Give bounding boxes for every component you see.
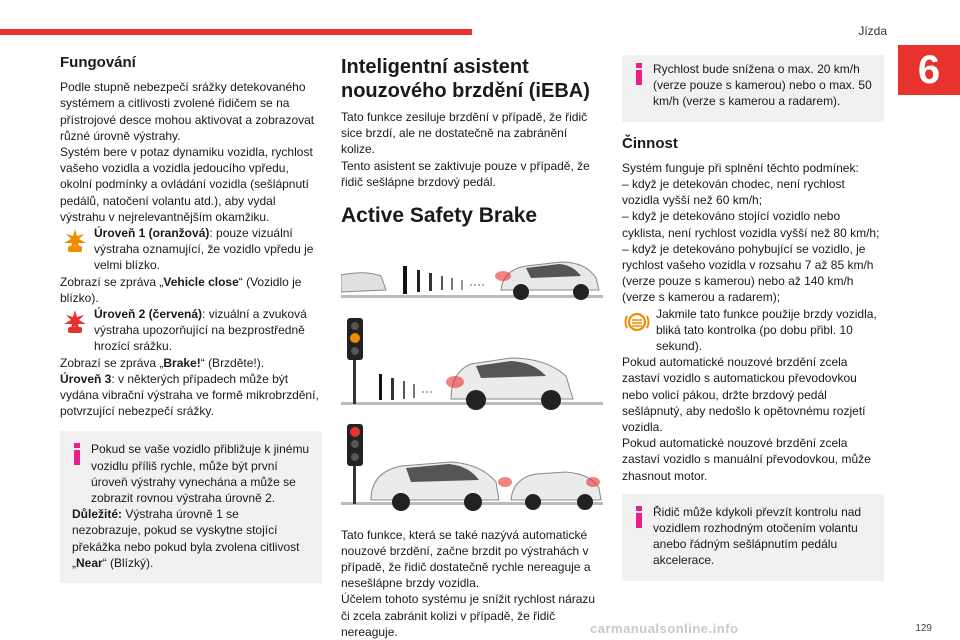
- illustration-car-approach: [341, 240, 603, 306]
- paragraph: Systém funguje při splnění těchto podmínek:: [622, 160, 859, 175]
- paragraph: Účelem tohoto systému je snížit rychlost nárazu či zcela zabránit kolizi v případě, že řidič nereaguje.: [341, 592, 596, 639]
- level-2-label: Úroveň 2 (červená): [94, 307, 203, 322]
- sensitivity-near: Near: [76, 555, 103, 570]
- lamp-text: Jakmile tato funkce použije brzdy vozidla, bliká tato kontrolka (po dobu přibl. 10 sekund).: [656, 306, 877, 354]
- level-1-label: Úroveň 1 (oranžová): [94, 226, 210, 241]
- info-icon: [636, 506, 642, 528]
- paragraph: Systém bere v potaz dynamiku vozidla, rychlost vašeho vozidla a vozidla jedoucího vpředu, okolní podmínky a ovládání vozidla (sešlápnutí pedálů, natočení volantu atd.), aby vydal výstrahu v nejrelevantnějším okamžiku.: [60, 145, 313, 224]
- info-important-label: Důležité:: [72, 507, 123, 522]
- watermark: carmanualsonline.info: [590, 621, 739, 636]
- warning-lamp-note: [622, 306, 884, 355]
- info-box: [622, 55, 884, 122]
- condition-item: – když je detekováno pohybující se vozidlo, je rychlost vašeho vozidla v rozsahu 7 až 85 km/h (verze pouze s kamerou) nebo až 140 km/h (verze s kamerou a radarem);: [622, 241, 874, 305]
- warning-level-1: [60, 225, 322, 274]
- column-2: [341, 55, 603, 640]
- column-1: [60, 55, 322, 583]
- info-icon: [74, 443, 80, 465]
- text: Výstraha úrovně 1 se nezobrazuje, pokud se vyskytne stojící překážka nebo pokud byla zvolena citlivost „: [72, 507, 300, 570]
- page-number: 129: [915, 623, 932, 634]
- text: “ (Brzděte!).: [200, 355, 265, 370]
- text: Zobrazí se zpráva „: [60, 355, 164, 370]
- level-2-text: : vizuální a zvuková výstraha upozorňující na bezprostředně hrozící srážku.: [94, 307, 307, 354]
- level-3-label: Úroveň 3: [60, 371, 112, 386]
- collision-warning-red-icon: [60, 307, 90, 337]
- message-brake: Brake!: [163, 355, 201, 370]
- text: “ (Vozidlo je blízko).: [60, 274, 302, 305]
- section-title: Jízda: [858, 24, 887, 38]
- chapter-number: 6: [898, 45, 960, 95]
- heading-active-safety-brake: Active Safety Brake: [341, 204, 538, 228]
- heading-fungovani: Fungování: [60, 54, 136, 71]
- paragraph: Tato funkce, která se také nazývá automatické nouzové brzdění, začne brzdit po výstrahách v případě, že řidič dostatečně rychle nereaguje a nesešlápne brzdy vozidla.: [341, 527, 591, 591]
- illustration-automatic-braking: [341, 422, 603, 512]
- header-accent-bar: [0, 29, 472, 35]
- condition-item: – když je detekováno stojící vozidlo nebo cyklista, není rychlost vozidla vyšší než 80 km/h;: [622, 209, 880, 240]
- column-3: [622, 55, 884, 581]
- info-text: Řidič může kdykoli převzít kontrolu nad vozidlem rozhodným otočením volantu anebo řádným sešlápnutím pedálu akcelerace.: [653, 504, 862, 568]
- level-3-text: : v některých případech může být vydána vibrační výstraha ve formě mikrobrzdění, potvrzující nebezpečí srážky.: [60, 371, 319, 419]
- heading-cinnost: Činnost: [622, 134, 678, 152]
- paragraph: Podle stupně nebezpečí srážky detekovaného systémem a citlivosti zvolené řidičem se na přístrojové desce mohou aktivovat a zobrazovat různé úrovně výstrahy.: [60, 80, 315, 143]
- info-text: Pokud se vaše vozidlo přibližuje k jinému vozidlu příliš rychle, může být první úroveň výstrahy vynechána a může se zobrazit rovnou výstraha úrovně 2.: [91, 442, 310, 506]
- paragraph: Tento asistent se zaktivuje pouze v případě, že řidič sešlápne brzdový pedál.: [341, 158, 590, 189]
- brake-warning-lamp-icon: [622, 307, 652, 337]
- text: Zobrazí se zpráva „: [60, 274, 164, 289]
- condition-item: – když je detekován chodec, není rychlost vozidla vyšší než 60 km/h;: [622, 177, 845, 208]
- paragraph: Pokud automatické nouzové brzdění zcela zastaví vozidlo s automatickou převodovkou nebo volicí pákou, držte brzdový pedál sešlápnutý, aby nedošlo k opětovnému rozjetí vozidla.: [622, 355, 866, 435]
- paragraph: Tato funkce zesiluje brzdění v případě, že řidič sice brzdí, ale ne dostatečně na zabránění kolize.: [341, 110, 588, 157]
- warning-level-2: [60, 306, 322, 355]
- level-1-text: : pouze vizuální výstraha oznamující, že vozidlo vpředu je velmi blízko.: [94, 226, 314, 273]
- message-vehicle-close: Vehicle close: [163, 274, 239, 289]
- collision-warning-orange-icon: [60, 226, 90, 256]
- info-box: [622, 494, 884, 581]
- text: “ (Blízký).: [102, 555, 154, 570]
- heading-ieba: Inteligentní asistent nouzového brzdění (iEBA): [341, 56, 590, 102]
- info-icon: [636, 63, 642, 85]
- paragraph: Pokud automatické nouzové brzdění zcela zastaví vozidlo s manuální převodovkou, může zhasnout motor.: [622, 436, 871, 483]
- info-box: [60, 431, 322, 583]
- info-text: Rychlost bude snížena o max. 20 km/h (verze pouze s kamerou) nebo o max. 50 km/h (verze s kamerou a radarem).: [653, 62, 872, 109]
- illustration-traffic-light-car: [341, 314, 603, 412]
